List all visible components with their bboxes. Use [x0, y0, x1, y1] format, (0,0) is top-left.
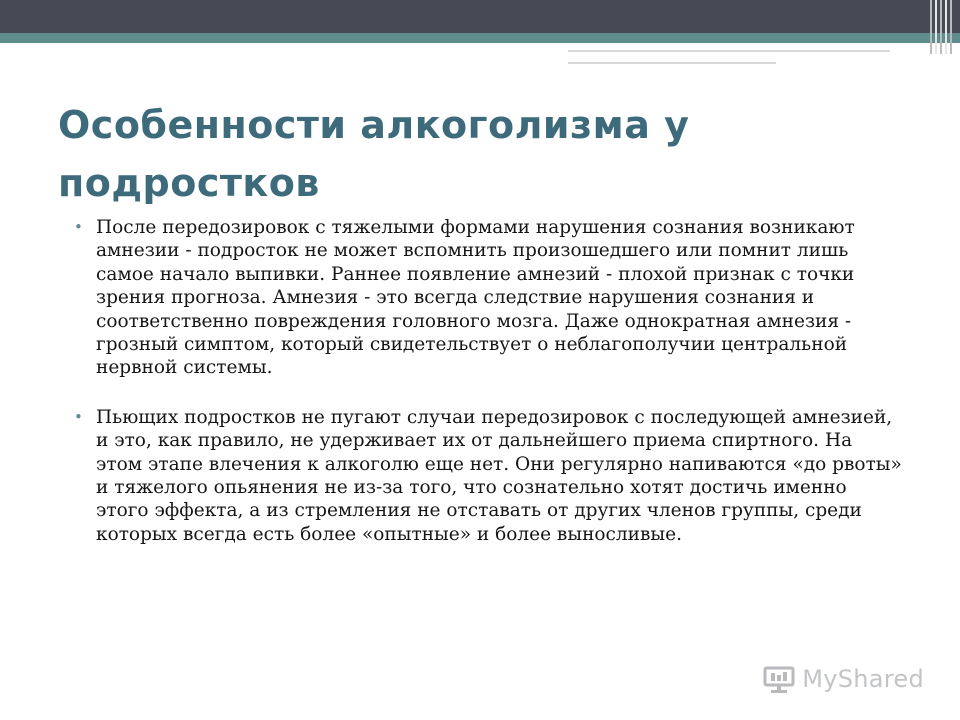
bullet-marker: • [74, 407, 83, 426]
decor-line-long [568, 50, 890, 52]
watermark-text: MyShared [802, 665, 924, 693]
top-accent-bar [0, 33, 960, 43]
top-dark-bar [0, 0, 960, 33]
bullet-text: После передозировок с тяжелыми формами нарушения сознания возникают амнезии - подросток не может вспомнить произошедшего или помнит лишь самое начало выпивки. Раннее появление амнезий - плохой признак с точки зрения прогноза. Амнезия - это всегда следствие нарушения сознания и соответственно повреждения головного мозга. Даже однократная амнезия - грозный симптом, который свидетельствует о неблагополучии центральной нервной системы. [96, 217, 855, 379]
presentation-icon [762, 664, 796, 694]
watermark-logo [762, 664, 924, 694]
decor-line-short [568, 62, 776, 64]
bullet-marker: • [74, 218, 83, 236]
bullet-text: Пьющих подростков не пугают случаи передозировок с последующей амнезией, и это, как правило, не удерживает их от дальнейшего приема спиртного. На этом этапе влечения к алкоголю еще нет. Они регулярно напиваются «до рвоты» и тяжелого опьянения не из-за того, что сознательно хотят достичь именно этого эффекта, а из стремления не отставать от других членов группы, среди которых всегда есть более «опытные» и более выносливые. [96, 406, 902, 545]
bullet-item [72, 216, 902, 380]
decor-stripes [930, 0, 952, 54]
bullet-list [72, 216, 902, 546]
slide-title: Особенности алкоголизма у подростков [58, 103, 690, 205]
bullet-item [72, 406, 902, 546]
